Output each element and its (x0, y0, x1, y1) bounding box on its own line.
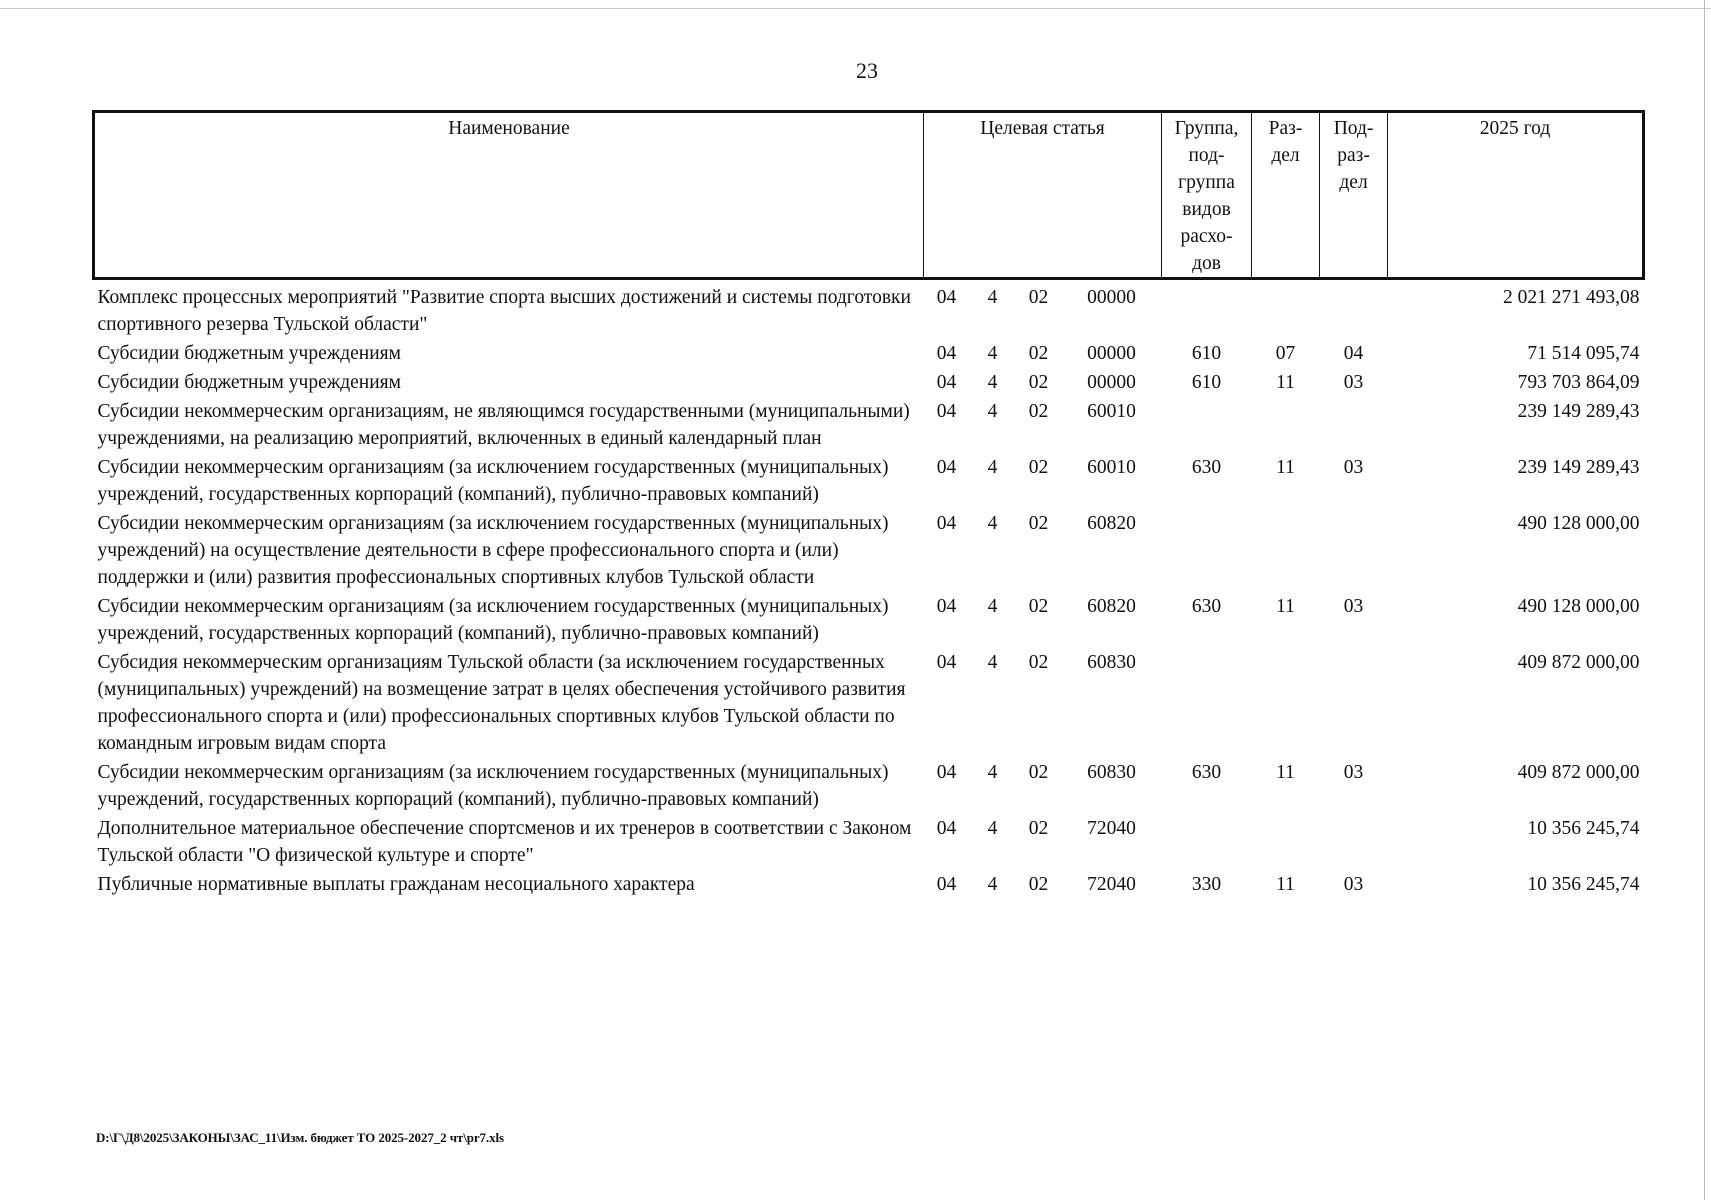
cell-expense-group: 630 (1191, 596, 1222, 617)
cell-amount: 793 703 864,09 (1517, 372, 1640, 393)
table-row (94, 759, 1644, 815)
cell-target-article-direction: 60830 (1087, 762, 1136, 783)
scan-edge-top (0, 0, 1711, 9)
cell-target-article-complex: 02 (1028, 513, 1049, 534)
cell-target-article-type: 4 (987, 287, 998, 308)
cell-name: Субсидии некоммерческим организациям, не являющимся государственными (муниципальными) учреждениями, на реализацию мероприятий, включенных в единый календарный план (97, 401, 910, 449)
header-target-article: Целевая статья (924, 112, 1162, 279)
cell-target-article-direction: 60820 (1087, 513, 1136, 534)
cell-expense-group: 610 (1191, 372, 1222, 393)
cell-section (1252, 510, 1320, 593)
cell-target-article-direction: 60830 (1087, 652, 1136, 673)
cell-subsection (1320, 398, 1388, 454)
cell-section: 11 (1276, 596, 1295, 617)
cell-amount: 490 128 000,00 (1517, 513, 1640, 534)
cell-expense-group (1162, 279, 1252, 341)
cell-name: Субсидии некоммерческим организациям (за исключением государственных (муниципальных) учреждений, государственных корпораций (компаний), публично-правовых компаний) (97, 762, 889, 810)
cell-name: Субсидии некоммерческим организациям (за исключением государственных (муниципальных) учреждений, государственных корпораций (компаний), публично-правовых компаний) (97, 457, 889, 505)
cell-subsection (1320, 649, 1388, 759)
cell-amount: 10 356 245,74 (1527, 818, 1640, 839)
footer-file-path: D:\Г\Д8\2025\ЗАКОНЫ\ЗАС_11\Изм. бюджет ТО 2025-2027_2 чт\pr7.xls (96, 1130, 504, 1145)
cell-target-article-direction: 60010 (1087, 457, 1136, 478)
header-subsection: Под- раз- дел (1320, 112, 1388, 279)
cell-target-article-type: 4 (987, 343, 998, 364)
scan-edge-right (1704, 0, 1711, 1200)
cell-name: Субсидии бюджетным учреждениям (97, 343, 401, 364)
header-name: Наименование (94, 112, 924, 279)
cell-expense-group: 630 (1191, 457, 1222, 478)
cell-subsection: 04 (1343, 343, 1364, 364)
cell-target-article-type: 4 (987, 874, 998, 895)
cell-section: 11 (1276, 874, 1295, 895)
header-year: 2025 год (1388, 112, 1644, 279)
cell-target-article-complex: 02 (1028, 343, 1049, 364)
cell-target-article-type: 4 (987, 372, 998, 393)
cell-expense-group (1162, 510, 1252, 593)
cell-target-article-program: 04 (936, 457, 957, 478)
cell-target-article-direction: 00000 (1087, 372, 1136, 393)
cell-name: Субсидия некоммерческим организациям Тульской области (за исключением государственных (муниципальных) учреждений) на возмещение затрат в целях обеспечения устойчивого развития профессионального спорта и (или) профессиональных спортивных клубов Тульской области по командным игровым видам спорта (97, 652, 906, 754)
cell-target-article-complex: 02 (1028, 457, 1049, 478)
cell-expense-group (1162, 649, 1252, 759)
cell-target-article-complex: 02 (1028, 818, 1049, 839)
cell-target-article-complex: 02 (1028, 874, 1049, 895)
cell-section: 11 (1276, 762, 1295, 783)
cell-name: Публичные нормативные выплаты гражданам несоциального характера (97, 874, 695, 895)
cell-target-article-program: 04 (936, 343, 957, 364)
cell-subsection: 03 (1343, 457, 1364, 478)
cell-target-article-type: 4 (987, 652, 998, 673)
cell-amount: 409 872 000,00 (1517, 762, 1640, 783)
cell-target-article-program: 04 (936, 818, 957, 839)
cell-target-article-program: 04 (936, 652, 957, 673)
cell-target-article-direction: 00000 (1087, 287, 1136, 308)
cell-amount: 490 128 000,00 (1517, 596, 1640, 617)
budget-table (92, 110, 1645, 900)
cell-expense-group: 330 (1191, 874, 1222, 895)
cell-target-article-program: 04 (936, 762, 957, 783)
cell-subsection (1320, 510, 1388, 593)
cell-section (1252, 815, 1320, 871)
table-row (94, 369, 1644, 398)
cell-target-article-direction: 00000 (1087, 343, 1136, 364)
table-row (94, 454, 1644, 510)
cell-amount: 239 149 289,43 (1517, 401, 1640, 422)
cell-amount: 2 021 271 493,08 (1503, 287, 1640, 308)
cell-target-article-program: 04 (936, 513, 957, 534)
header-section: Раз- дел (1252, 112, 1320, 279)
cell-section: 07 (1275, 343, 1296, 364)
cell-target-article-complex: 02 (1028, 287, 1049, 308)
cell-name: Субсидии некоммерческим организациям (за исключением государственных (муниципальных) учреждений) на осуществление деятельности в сфере профессионального спорта и (или) поддержки и (или) развития профессиональных спортивных клубов Тульской области (97, 513, 889, 588)
header-expense-group: Группа, под- группа видов расхо- дов (1162, 112, 1252, 279)
cell-subsection: 03 (1343, 372, 1364, 393)
cell-amount: 71 514 095,74 (1527, 343, 1640, 364)
cell-amount: 10 356 245,74 (1527, 874, 1640, 895)
cell-target-article-program: 04 (936, 874, 957, 895)
cell-section: 11 (1276, 457, 1295, 478)
cell-target-article-complex: 02 (1028, 401, 1049, 422)
cell-target-article-type: 4 (987, 513, 998, 534)
cell-target-article-direction: 60820 (1087, 596, 1136, 617)
cell-target-article-direction: 72040 (1087, 874, 1136, 895)
cell-target-article-type: 4 (987, 762, 998, 783)
cell-subsection: 03 (1343, 762, 1364, 783)
cell-section (1252, 649, 1320, 759)
cell-section: 11 (1276, 372, 1295, 393)
cell-name: Субсидии бюджетным учреждениям (97, 372, 401, 393)
cell-subsection (1320, 279, 1388, 341)
cell-target-article-complex: 02 (1028, 372, 1049, 393)
cell-subsection: 03 (1343, 596, 1364, 617)
cell-target-article-program: 04 (936, 372, 957, 393)
cell-target-article-program: 04 (936, 596, 957, 617)
page-number: 23 (856, 58, 878, 83)
table-body (94, 279, 1644, 901)
cell-amount: 409 872 000,00 (1517, 652, 1640, 673)
cell-target-article-type: 4 (987, 596, 998, 617)
cell-name: Дополнительное материальное обеспечение спортсменов и их тренеров в соответствии с Законом Тульской области "О физической культуре и спорте" (97, 818, 912, 866)
cell-expense-group: 630 (1191, 762, 1222, 783)
cell-section (1252, 398, 1320, 454)
cell-target-article-program: 04 (936, 287, 957, 308)
cell-target-article-complex: 02 (1028, 762, 1049, 783)
table-row (94, 815, 1644, 871)
table-row (94, 340, 1644, 369)
cell-target-article-complex: 02 (1028, 652, 1049, 673)
cell-name: Субсидии некоммерческим организациям (за исключением государственных (муниципальных) учреждений, государственных корпораций (компаний), публично-правовых компаний) (97, 596, 889, 644)
cell-target-article-type: 4 (987, 818, 998, 839)
cell-section (1252, 279, 1320, 341)
table-row (94, 871, 1644, 900)
table-row (94, 279, 1644, 341)
table-row (94, 510, 1644, 593)
cell-target-article-direction: 60010 (1087, 401, 1136, 422)
table-row (94, 649, 1644, 759)
table-row (94, 593, 1644, 649)
cell-target-article-program: 04 (936, 401, 957, 422)
cell-target-article-type: 4 (987, 457, 998, 478)
cell-expense-group (1162, 815, 1252, 871)
cell-expense-group: 610 (1191, 343, 1222, 364)
cell-amount: 239 149 289,43 (1517, 457, 1640, 478)
cell-subsection: 03 (1343, 874, 1364, 895)
cell-target-article-direction: 72040 (1087, 818, 1136, 839)
cell-target-article-complex: 02 (1028, 596, 1049, 617)
cell-target-article-type: 4 (987, 401, 998, 422)
table-header (94, 112, 1644, 279)
table-row (94, 398, 1644, 454)
cell-subsection (1320, 815, 1388, 871)
cell-name: Комплекс процессных мероприятий "Развитие спорта высших достижений и системы подготовки спортивного резерва Тульской области" (97, 287, 911, 335)
cell-expense-group (1162, 398, 1252, 454)
